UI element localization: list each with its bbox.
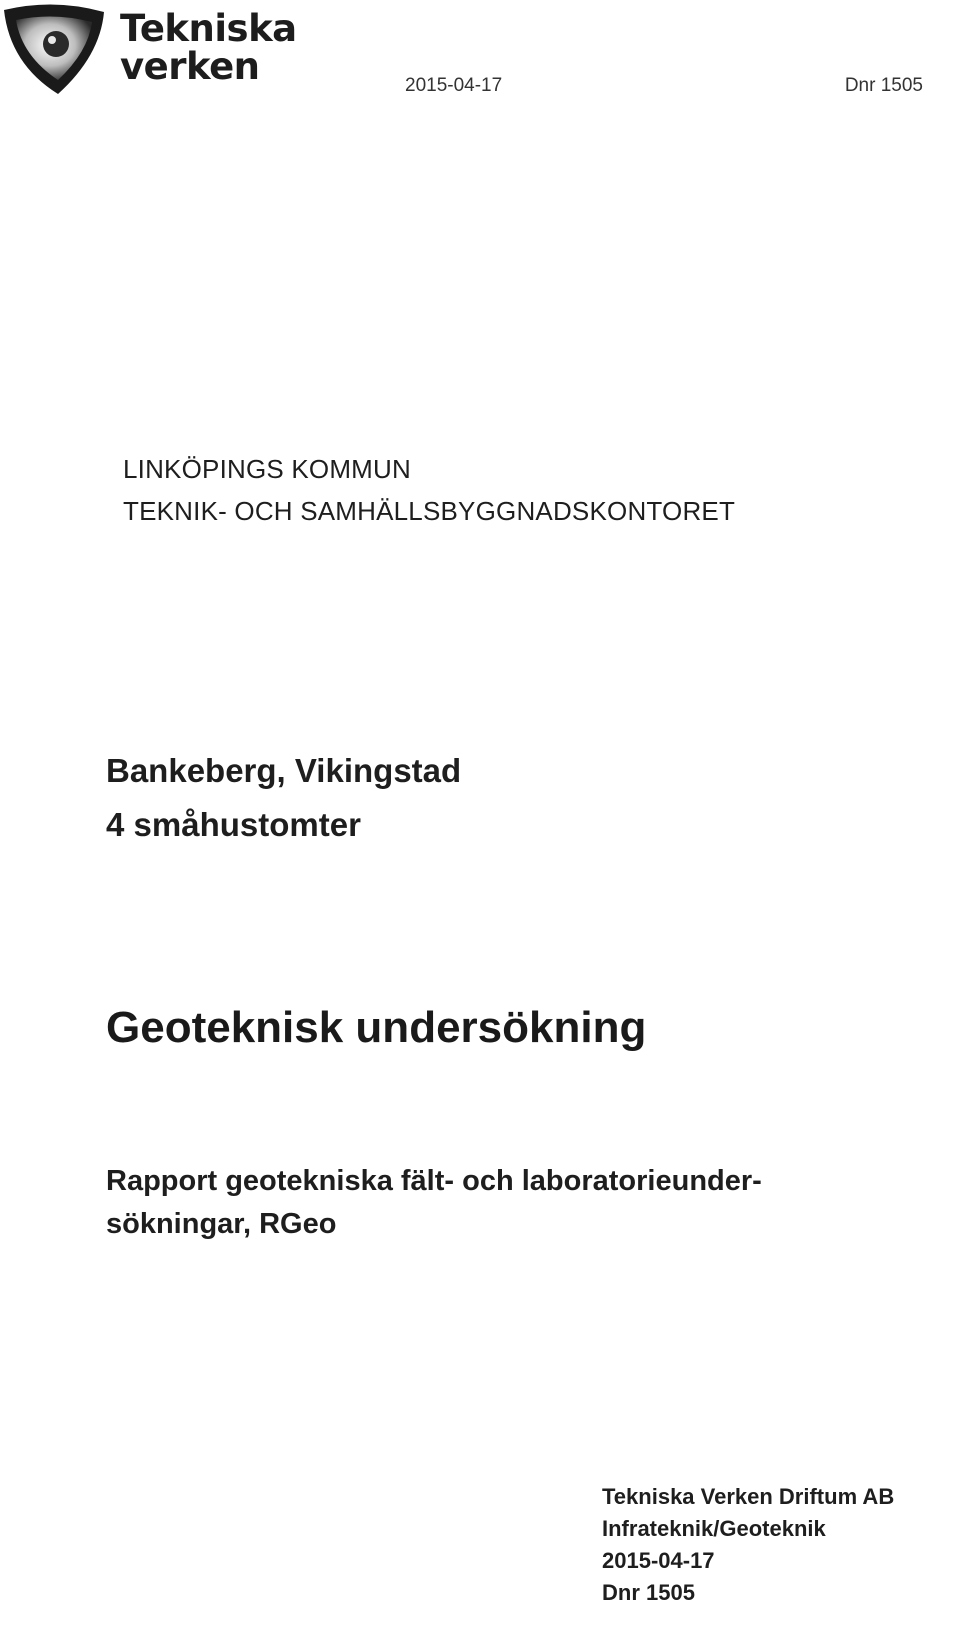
footer-date: 2015-04-17 <box>602 1548 715 1573</box>
company-logo <box>0 0 330 100</box>
project-location: Bankeberg, Vikingstad <box>106 752 462 789</box>
footer-department: Infrateknik/Geoteknik <box>602 1516 826 1541</box>
logo-text-line2: verken <box>120 45 260 88</box>
footer-dnr: Dnr 1505 <box>602 1580 695 1605</box>
logo-text-line1: Tekniska <box>120 7 297 50</box>
header-date: 2015-04-17 <box>405 75 503 96</box>
footer-company: Tekniska Verken Driftum AB <box>602 1484 895 1509</box>
organization-name: LINKÖPINGS KOMMUN <box>123 454 411 484</box>
project-description: 4 småhustomter <box>106 806 361 843</box>
header-dnr: Dnr 1505 <box>844 75 923 96</box>
document-title: Geoteknisk undersökning <box>106 1003 647 1052</box>
tekniska-verken-logo-icon <box>0 4 108 98</box>
organization-department: TEKNIK- OCH SAMHÄLLSBYGGNADSKONTORET <box>123 496 736 526</box>
report-subtitle-line1: Rapport geotekniska fält- och laboratorieunder- <box>106 1165 762 1197</box>
report-subtitle-line2: sökningar, RGeo <box>106 1208 337 1240</box>
